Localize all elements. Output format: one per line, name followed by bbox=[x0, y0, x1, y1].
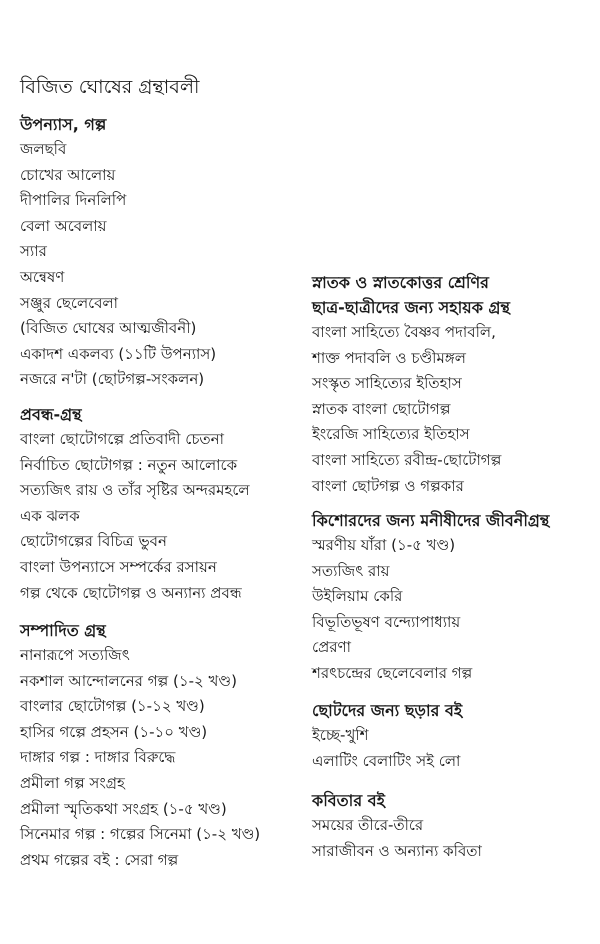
book-title: প্রেরণা bbox=[312, 638, 351, 657]
section-heading: উপন্যাস, গল্প bbox=[20, 115, 107, 134]
book-title: বাংলা সাহিত্যে বৈষ্ণব পদাবলি, bbox=[312, 323, 496, 341]
book-title: বাংলা উপন্যাসে সম্পর্কের রসায়ন bbox=[20, 557, 217, 576]
section-heading: ছোটদের জন্য ছড়ার বই bbox=[312, 701, 463, 720]
book-title: স্মরণীয় যাঁরা (১-৫ খণ্ড) bbox=[312, 536, 456, 554]
book-title: ইংরেজি সাহিত্যের ইতিহাস bbox=[312, 425, 470, 444]
section-poetry bbox=[312, 788, 482, 864]
book-title: এলাটিং বেলাটিং সই লো bbox=[312, 751, 461, 770]
section-heading: স্নাতক ও স্নাতকোত্তর শ্রেণির bbox=[312, 273, 489, 292]
book-title: উইলিয়াম কেরি bbox=[312, 587, 403, 606]
book-title: নকশাল আন্দোলনের গল্প (১-২ খণ্ড) bbox=[20, 671, 237, 690]
section-study-aids bbox=[312, 270, 510, 499]
book-title: বাংলার ছোটোগল্প (১-১২ খণ্ড) bbox=[20, 697, 205, 716]
book-title: দীপালির দিনলিপি bbox=[20, 191, 127, 210]
section-heading: কিশোরদের জন্য মনীষীদের জীবনীগ্রন্থ bbox=[312, 511, 550, 530]
book-title: এক ঝলক bbox=[20, 506, 80, 525]
book-title: ছোটোগল্পের বিচিত্র ভুবন bbox=[20, 532, 167, 551]
book-title: অন্বেষণ bbox=[20, 267, 65, 286]
section-heading: প্রবন্ধ-গ্রন্থ bbox=[20, 405, 82, 424]
book-title: সময়ের তীরে-তীরে bbox=[312, 816, 424, 834]
book-title: সংস্কৃত সাহিত্যের ইতিহাস bbox=[312, 374, 462, 393]
page-title: বিজিত ঘোষের গ্রন্থাবলী bbox=[20, 76, 200, 98]
book-title: বাংলা সাহিত্যে রবীন্দ্র-ছোটোগল্প bbox=[312, 450, 502, 469]
book-title: স্যার bbox=[20, 242, 47, 261]
book-title: সঞ্জুর ছেলেবেলা bbox=[20, 293, 119, 312]
book-title: (বিজিত ঘোষের আত্মজীবনী) bbox=[20, 319, 197, 338]
book-title: প্রথম গল্পের বই : সেরা গল্প bbox=[20, 850, 179, 869]
book-title: বেলা অবেলায় bbox=[20, 216, 107, 235]
book-title: চোখের আলোয় bbox=[20, 165, 116, 184]
book-title: প্রমীলা গল্প সংগ্রহ bbox=[20, 773, 125, 792]
book-title: জলছবি bbox=[20, 140, 67, 158]
book-title: শরৎচন্দ্রের ছেলেবেলার গল্প bbox=[312, 663, 473, 682]
book-title: হাসির গল্পে প্রহসন (১-১০ খণ্ড) bbox=[20, 722, 208, 741]
section-heading-line2: ছাত্র-ছাত্রীদের জন্য সহায়ক গ্রন্থ bbox=[312, 298, 510, 317]
section-biographies bbox=[312, 508, 549, 687]
book-title: নানারূপে সত্যজিৎ bbox=[20, 646, 130, 664]
section-essays bbox=[20, 402, 250, 606]
book-title: শাক্ত পদাবলি ও চণ্ডীমঙ্গল bbox=[312, 348, 466, 367]
book-title: বাংলা ছোটোগল্পে প্রতিবাদী চেতনা bbox=[20, 430, 224, 448]
book-title: নজরে ন'টা (ছোটগল্প-সংকলন) bbox=[20, 370, 205, 389]
section-heading: সম্পাদিত গ্রন্থ bbox=[20, 621, 106, 640]
book-title: গল্প থেকে ছোটোগল্প ও অন্যান্য প্রবন্ধ bbox=[20, 583, 242, 602]
book-title: স্নাতক বাংলা ছোটোগল্প bbox=[312, 399, 451, 418]
book-title: বিভূতিভূষণ বন্দ্যোপাধ্যায় bbox=[312, 612, 461, 631]
book-title: একাদশ একলব্য (১১টি উপন্যাস) bbox=[20, 344, 217, 363]
section-heading: কবিতার বই bbox=[312, 791, 385, 810]
book-title: সত্যজিৎ রায় bbox=[312, 561, 390, 580]
book-title: নির্বাচিত ছোটোগল্প : নতুন আলোকে bbox=[20, 455, 238, 474]
section-novels bbox=[20, 112, 216, 393]
book-title: সত্যজিৎ রায় ও তাঁর সৃষ্টির অন্দরমহলে bbox=[20, 481, 250, 500]
book-title: বাংলা ছোটগল্প ও গল্পকার bbox=[312, 476, 464, 495]
book-title: প্রমীলা স্মৃতিকথা সংগ্রহ (১-৫ খণ্ড) bbox=[20, 799, 227, 818]
section-edited bbox=[20, 618, 260, 873]
book-title: সিনেমার গল্প : গল্পের সিনেমা (১-২ খণ্ড) bbox=[20, 825, 261, 844]
book-title: ইচ্ছে-খুশি bbox=[312, 726, 369, 744]
book-title: সারাজীবন ও অন্যান্য কবিতা bbox=[312, 841, 482, 860]
book-title: দাঙ্গার গল্প : দাঙ্গার বিরুদ্ধে bbox=[20, 748, 176, 767]
section-rhymes bbox=[312, 698, 462, 774]
